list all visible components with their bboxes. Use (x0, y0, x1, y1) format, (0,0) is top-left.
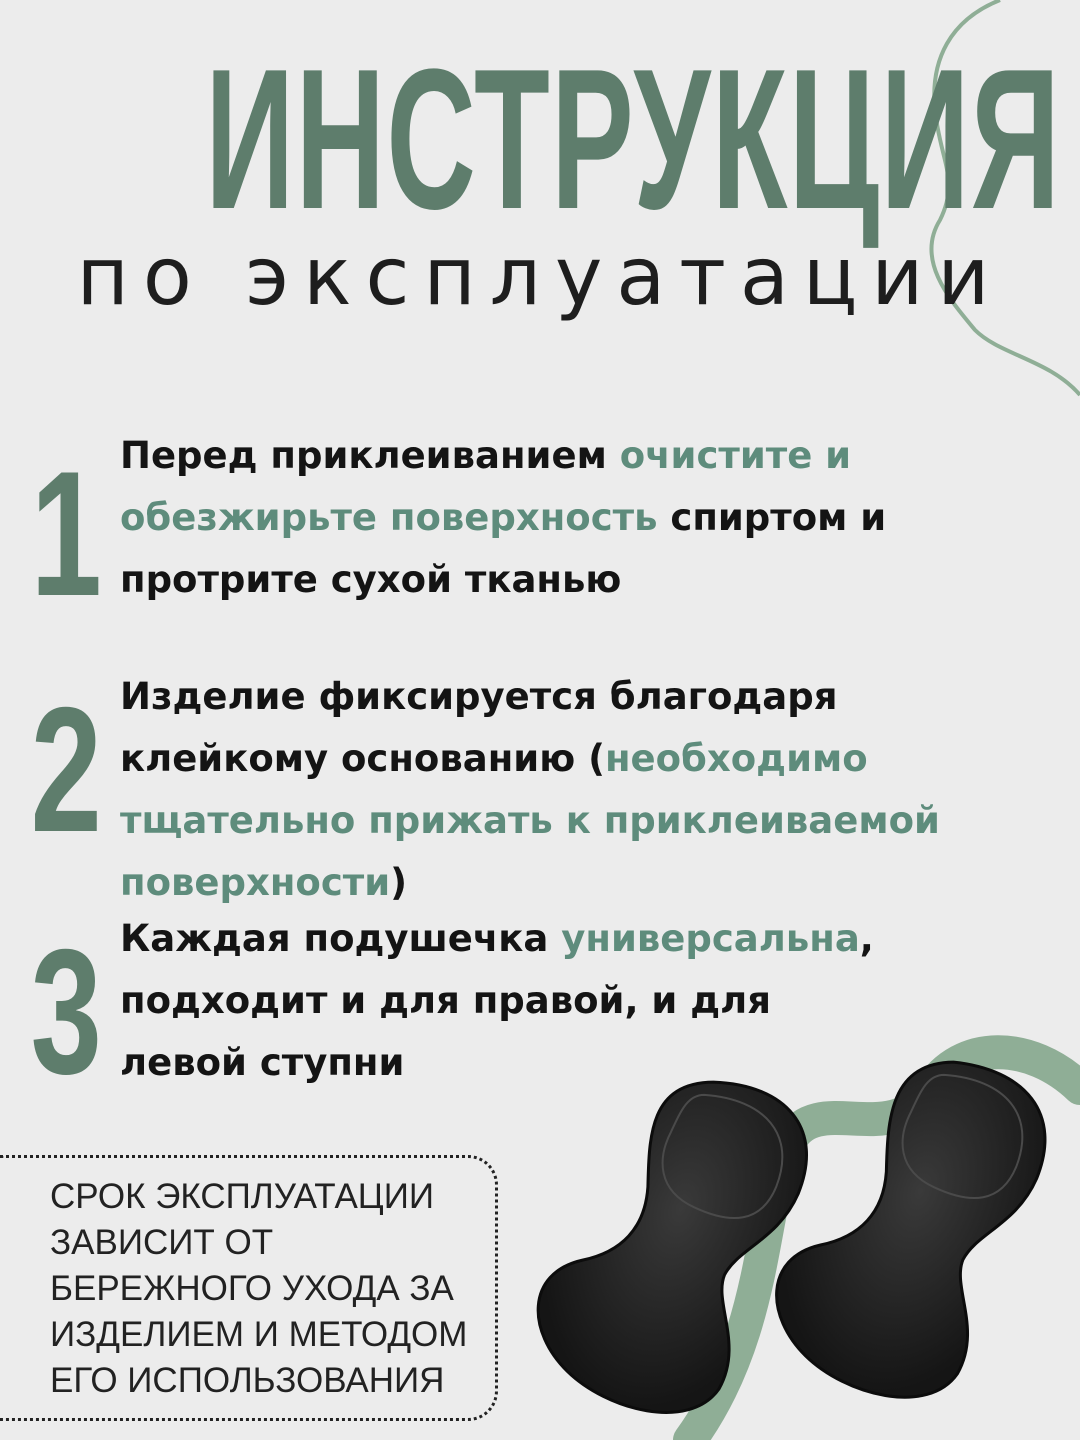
step-text-part: , подходит и для правой, и для левой ступни (120, 917, 874, 1084)
step-text-part: Перед приклеиванием (120, 434, 620, 477)
page-title: ИНСТРУКЦИЯ (205, 28, 1062, 251)
step-text (120, 666, 1040, 914)
step-text-highlight: универсальна (561, 917, 860, 960)
step-text-part: Изделие фиксируется благодаря клейкому основанию ( (120, 675, 838, 780)
page-subtitle: по эксплуатации (76, 230, 1004, 323)
step-text-part: Каждая подушечка (120, 917, 562, 960)
step-number: 1 (30, 434, 102, 633)
step-number: 3 (30, 912, 102, 1111)
heel-pads-image (530, 1050, 1070, 1430)
step-text-highlight: очистите и обезжирьте поверхность (120, 434, 852, 539)
step-text (120, 425, 1040, 611)
lifetime-note-text: СРОК ЭКСПЛУАТАЦИИ ЗАВИСИТ ОТ БЕРЕЖНОГО УХОДА ЗА ИЗДЕЛИЕМ И МЕТОДОМ ЕГО ИСПОЛЬЗОВАНИЯ (50, 1177, 468, 1400)
step-number: 2 (30, 670, 102, 869)
step-text-highlight: необходимо тщательно прижать к приклеиваемой поверхности (120, 737, 940, 904)
heel-pad-left (530, 1050, 825, 1430)
lifetime-note-box (0, 1155, 498, 1421)
heel-pad-right (754, 1050, 1064, 1421)
step-text-part: ) (390, 861, 408, 904)
step-text-part: спиртом и протрите сухой тканью (120, 496, 887, 601)
